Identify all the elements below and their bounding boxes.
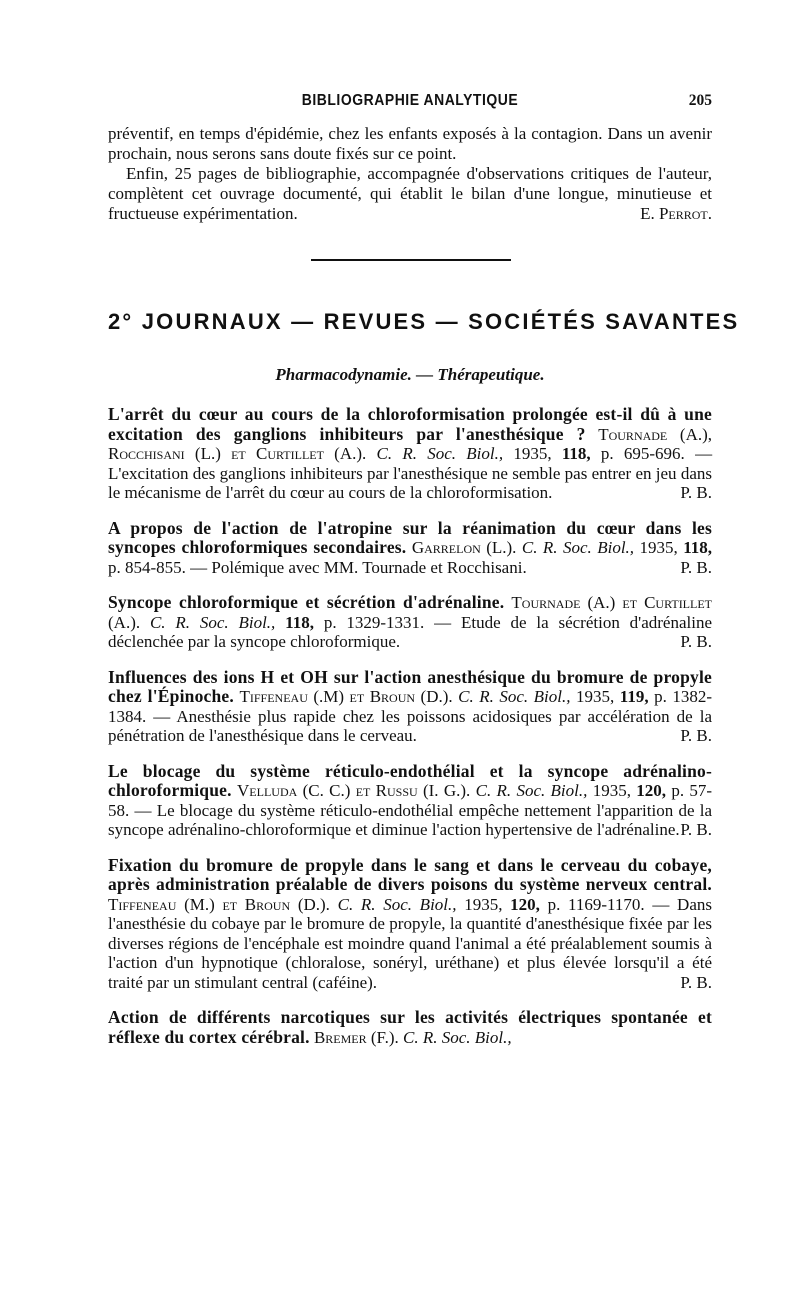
- bibliography-entries: [108, 405, 712, 1063]
- bibliography-entry: [108, 762, 712, 840]
- entry-journal: C. R. Soc. Biol.,: [521, 538, 635, 557]
- entry-abstract: — Etude de la sécrétion d'adrénaline déclenchée par la syncope chloroformique.: [108, 612, 713, 651]
- entry-year: 1935,: [592, 781, 631, 800]
- intro-paragraph-2: [108, 164, 712, 224]
- entry-volume: 118,: [285, 612, 314, 632]
- entry-pages: p. 1329-1331.: [323, 612, 425, 632]
- intro-paragraph-2-text: Enfin, 25 pages de bibliographie, accompagnée d'observations critiques de l'auteur, complètent cet ouvrage documenté, qui établit le bilan d'une longue, minutieuse et fructueuse expérimentation.: [108, 164, 712, 223]
- reviewer-signature: E. Perrot.: [640, 204, 712, 223]
- entry-abstract: — Polémique avec MM. Tournade et Rocchisani.: [190, 557, 527, 577]
- entry-volume: 119,: [619, 687, 649, 706]
- entry-title: Action de différents narcotiques sur les activités électriques spontanée et réflexe du cortex cérébral.: [108, 1007, 712, 1047]
- bibliography-entry: [108, 593, 712, 652]
- entry-initials: P. B.: [680, 632, 712, 651]
- entry-volume: 118,: [683, 538, 713, 557]
- entry-year: 1935,: [639, 538, 678, 557]
- bibliography-entry: [108, 668, 712, 746]
- bibliography-entry: [108, 1008, 712, 1047]
- entry-authors: Bremer (F.).: [313, 1027, 399, 1047]
- running-title: BIBLIOGRAPHIE ANALYTIQUE: [301, 92, 519, 109]
- bibliography-entry: [108, 519, 712, 578]
- entry-abstract: — Dans l'anesthésie du cobaye par le bromure de propyle, la quantité d'anesthésique fixée par les diverses régions de l'encéphale est moindre quand l'animal a été préalablement soumis à l'action d'un hypnotique (chloralose, sonéryl, uréthane) et plus élevée lorsqu'il a été traité par un stimulant central (caféine).: [108, 894, 712, 992]
- entry-title: Le blocage du système réticulo-endothélial et la syncope adrénalino-chloroformique.: [108, 760, 712, 800]
- entry-pages: p. 854-855.: [108, 557, 186, 577]
- subsection-title: Pharmacodynamie. — Thérapeutique.: [275, 365, 545, 384]
- entry-journal: C. R. Soc. Biol.,: [475, 781, 588, 800]
- entry-year: 1935,: [576, 687, 615, 706]
- entry-initials: P. B.: [680, 483, 712, 502]
- entry-authors: Velluda (C. C.) et Russu (I. G.).: [237, 781, 471, 800]
- entry-journal: C. R. Soc. Biol.,: [376, 444, 504, 463]
- entry-initials: P. B.: [680, 557, 712, 577]
- entry-title: A propos de l'action de l'atropine sur la réanimation du cœur dans les syncopes chloroformiques secondaires.: [108, 517, 712, 557]
- entry-journal: C. R. Soc. Biol.,: [149, 612, 276, 632]
- section-divider: [311, 259, 511, 261]
- entry-authors: Tournade (A.) et Curtillet (A.).: [108, 593, 713, 632]
- entry-initials: P. B.: [680, 972, 712, 992]
- bibliography-entry: [108, 405, 712, 503]
- section-title: 2° JOURNAUX — REVUES — SOCIÉTÉS SAVANTES: [108, 309, 740, 334]
- entry-journal: C. R. Soc. Biol.,: [403, 1027, 512, 1047]
- entry-journal: C. R. Soc. Biol.,: [337, 894, 457, 914]
- entry-authors: Tiffeneau (M.) et Broun (D.).: [108, 894, 330, 914]
- entry-authors: Tiffeneau (.M) et Broun (D.).: [239, 687, 453, 706]
- entry-initials: P. B.: [680, 820, 712, 839]
- entry-volume: 120,: [636, 781, 667, 800]
- running-head: [108, 92, 712, 114]
- intro-paragraph-1: préventif, en temps d'épidémie, chez les enfants exposés à la contagion. Dans un avenir prochain, nous serons sans doute fixés sur ce point.: [108, 124, 712, 163]
- entry-title: Influences des ions H et OH sur l'action anesthésique du bromure de propyle chez l'Épinoche.: [108, 666, 712, 706]
- entry-authors: Tournade (A.), Rocchisani (L.) et Curtillet (A.).: [108, 424, 713, 463]
- entry-initials: P. B.: [680, 726, 712, 745]
- entry-title: L'arrêt du cœur au cours de la chloroformisation prolongée est-il dû à une excitation des ganglions inhibiteurs par l'anesthésique ?: [108, 404, 712, 444]
- entry-pages: p. 1382-1384.: [108, 687, 712, 726]
- entry-abstract: — Anesthésie plus rapide chez les poissons acidosiques par accélération de la pénétration de l'anesthésique dans le cerveau.: [108, 706, 713, 745]
- entry-title: Fixation du bromure de propyle dans le sang et dans le cerveau du cobaye, après administration préalable de divers poisons du système nerveux central.: [108, 854, 712, 894]
- entry-volume: 120,: [510, 894, 540, 914]
- entry-abstract: — Le blocage du système réticulo-endothélial empêche nettement l'apparition de la syncope adrénalino-chloroformique et diminue l'action hypertensive de l'adrénaline.: [108, 800, 713, 839]
- entry-authors: Garrelon (L.).: [411, 538, 517, 557]
- entry-volume: 118,: [561, 444, 591, 463]
- entry-pages: p. 57-58.: [108, 781, 713, 820]
- entry-pages: p. 695-696.: [600, 444, 685, 463]
- bibliography-entry: [108, 856, 712, 993]
- page-number: 205: [688, 92, 712, 109]
- entry-title: Syncope chloroformique et sécrétion d'adrénaline.: [108, 592, 505, 612]
- entry-year: 1935,: [513, 444, 552, 463]
- entry-abstract: — L'excitation des ganglions inhibiteurs par l'anesthésique ne semble pas entrer en jeu dans le mécanisme de l'arrêt du cœur au cours de la chloroformisation.: [108, 444, 713, 502]
- entry-year: 1935,: [464, 894, 503, 914]
- entry-journal: C. R. Soc. Biol.,: [458, 687, 571, 706]
- entry-pages: p. 1169-1170.: [547, 894, 645, 914]
- intro-review-end: [108, 124, 712, 224]
